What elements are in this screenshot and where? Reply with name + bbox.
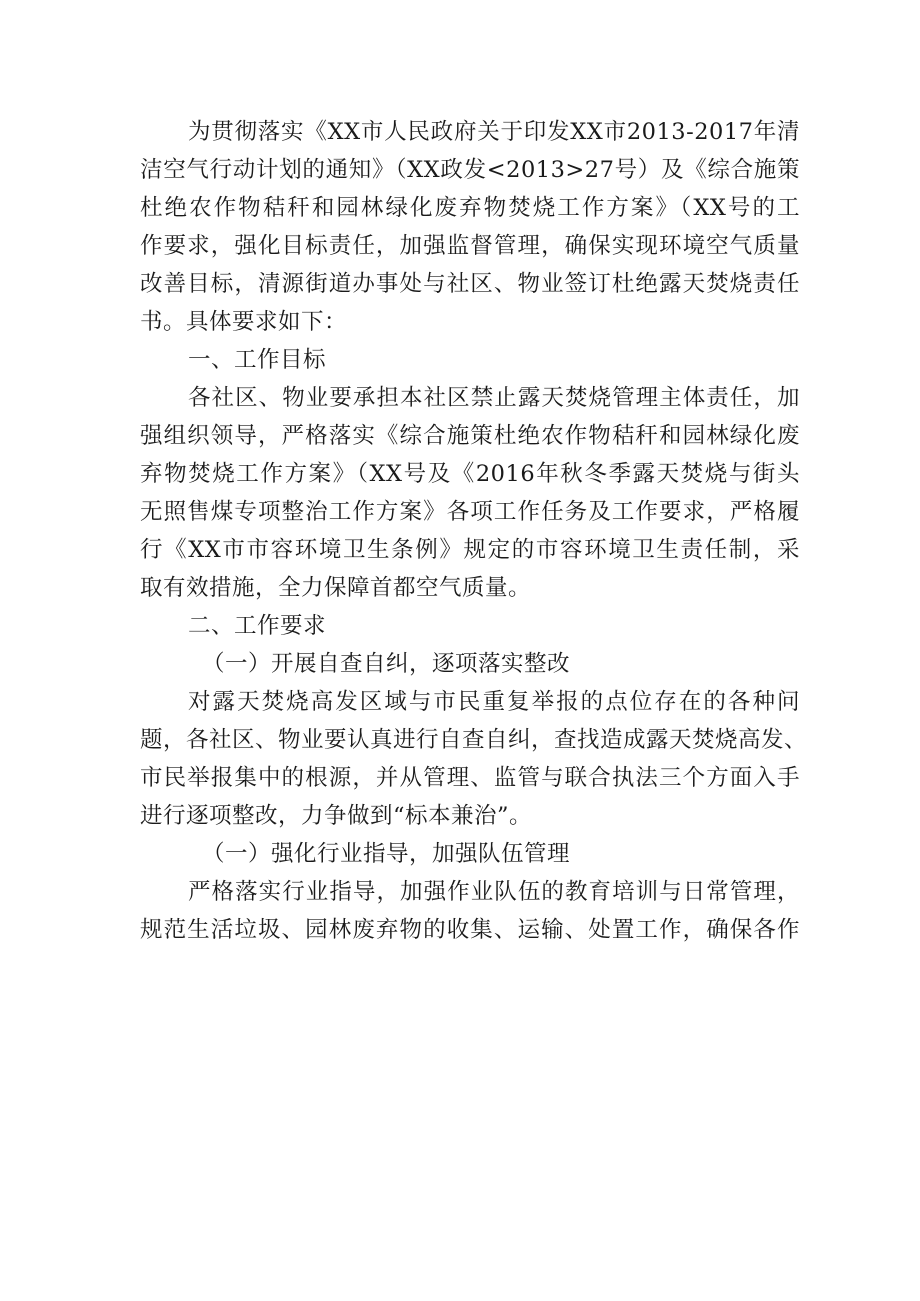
section-heading: 一、工作目标	[188, 347, 327, 373]
subsection-heading: （一）开展自查自纠，逐项落实整改	[202, 651, 571, 677]
paragraph-line: 规范生活垃圾、园林废弃物的收集、运输、处置工作，确保各作	[140, 917, 800, 943]
paragraph-line: 改善目标，清源街道办事处与社区、物业签订杜绝露天焚烧责任	[140, 271, 800, 297]
paragraph-line: 严格落实行业指导，加强作业队伍的教育培训与日常管理，	[188, 879, 800, 905]
paragraph-line: 取有效措施，全力保障首都空气质量。	[140, 575, 532, 601]
paragraph-line: 进行逐项整改，力争做到“标本兼治”。	[140, 803, 533, 829]
paragraph-line: 书。具体要求如下：	[140, 309, 348, 335]
paragraph-line: 作要求，强化目标责任，加强监督管理，确保实现环境空气质量	[140, 233, 800, 259]
paragraph-line: 各社区、物业要承担本社区禁止露天焚烧管理主体责任，加	[188, 385, 800, 411]
paragraph-line: 无照售煤专项整治工作方案》各项工作任务及工作要求，严格履	[140, 499, 800, 525]
section-heading: 二、工作要求	[188, 613, 327, 639]
paragraph-line: 题，各社区、物业要认真进行自查自纠，查找造成露天焚烧高发、	[140, 727, 808, 753]
subsection-heading: （一）强化行业指导，加强队伍管理	[202, 841, 571, 867]
paragraph-line: 对露天焚烧高发区域与市民重复举报的点位存在的各种问	[188, 689, 800, 715]
paragraph-line: 市民举报集中的根源，并从管理、监管与联合执法三个方面入手	[140, 765, 800, 791]
paragraph-line: 杜绝农作物秸秆和园林绿化废弃物焚烧工作方案》（XX号的工	[140, 195, 800, 221]
paragraph-line: 洁空气行动计划的通知》（XX政发<2013>27号）及《综合施策	[140, 157, 800, 183]
paragraph-line: 为贯彻落实《XX市人民政府关于印发XX市2013-2017年清	[188, 119, 800, 145]
paragraph-line: 行《XX市市容环境卫生条例》规定的市容环境卫生责任制，采	[140, 537, 800, 563]
paragraph-line: 弃物焚烧工作方案》（XX号及《2016年秋冬季露天焚烧与街头	[140, 461, 800, 487]
paragraph-line: 强组织领导，严格落实《综合施策杜绝农作物秸秆和园林绿化废	[140, 423, 800, 449]
